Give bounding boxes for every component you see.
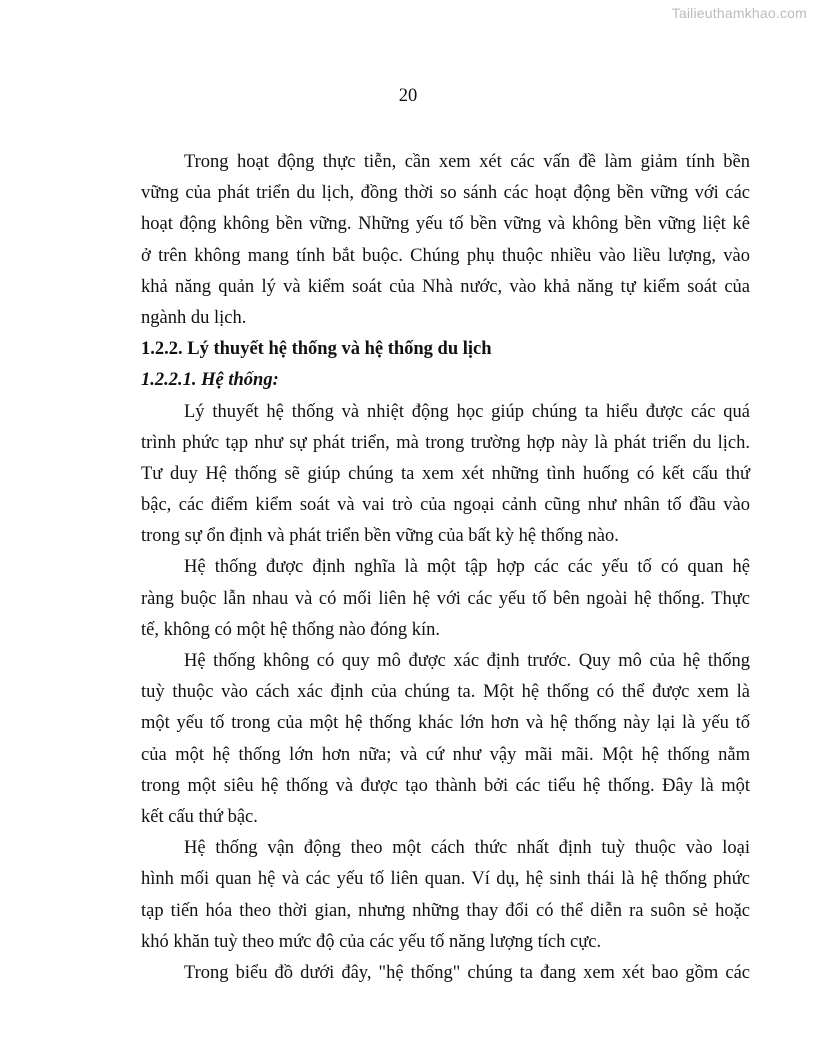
text-line: bậc, các điểm kiểm soát và vai trò của ngoại cảnh cũng như nhân tố đầu vào bbox=[141, 495, 750, 516]
text-line: ràng buộc lẫn nhau và có mối liên hệ với các yếu tố bên ngoài hệ thống. Thực bbox=[141, 588, 750, 609]
text-line: Lý thuyết hệ thống và nhiệt động học giúp chúng ta hiểu được các quá bbox=[184, 401, 750, 422]
text-line: khó khăn tuỳ theo mức độ của các yếu tố năng lượng tích cực. bbox=[141, 931, 602, 952]
text-line: trong một siêu hệ thống và được tạo thành bởi các tiểu hệ thống. Đây là một bbox=[141, 775, 750, 796]
text-line: trình phức tạp như sự phát triển, mà trong trường hợp này là phát triển du lịch. bbox=[141, 432, 750, 453]
text-line: Trong biểu đồ dưới đây, "hệ thống" chúng ta đang xem xét bao gồm các bbox=[184, 962, 750, 983]
section-heading: 1.2.2. Lý thuyết hệ thống và hệ thống du lịch bbox=[141, 339, 492, 360]
text-line: của một hệ thống lớn hơn nữa; và cứ như vậy mãi mãi. Một hệ thống nằm bbox=[141, 744, 750, 765]
text-line: Trong hoạt động thực tiễn, cần xem xét các vấn đề làm giảm tính bền bbox=[184, 152, 750, 172]
page-number: 20 bbox=[398, 86, 418, 106]
text-line: vững của phát triển du lịch, đồng thời so sánh các hoạt động bền vững với các bbox=[141, 183, 750, 204]
text-line: kết cấu thứ bậc. bbox=[141, 806, 258, 827]
document-body bbox=[141, 147, 750, 989]
text-line: hoạt động không bền vững. Những yếu tố bền vững và không bền vững liệt kê bbox=[141, 214, 750, 235]
text-line: ở trên không mang tính bắt buộc. Chúng phụ thuộc nhiều vào liều lượng, vào bbox=[141, 245, 750, 266]
text-line: tạp tiến hóa theo thời gian, nhưng những thay đổi có thể diễn ra suôn sẻ hoặc bbox=[141, 900, 750, 921]
text-line: Hệ thống được định nghĩa là một tập hợp các các yếu tố có quan hệ bbox=[184, 557, 750, 578]
section-heading: 1.2.2.1. Hệ thống: bbox=[141, 370, 279, 391]
text-line: trong sự ổn định và phát triển bền vững của bất kỳ hệ thống nào. bbox=[141, 526, 619, 547]
text-line: hình mối quan hệ và các yếu tố liên quan. Ví dụ, hệ sinh thái là hệ thống phức bbox=[141, 869, 750, 890]
text-line: Hệ thống vận động theo một cách thức nhất định tuỳ thuộc vào loại bbox=[184, 838, 750, 859]
text-line: một yếu tố trong của một hệ thống khác lớn hơn và hệ thống này lại là yếu tố bbox=[141, 713, 750, 734]
text-line: Tư duy Hệ thống sẽ giúp chúng ta xem xét những tình huống có kết cấu thứ bbox=[141, 463, 750, 484]
watermark: Tailieuthamkhao.com bbox=[671, 5, 807, 21]
text-line: Hệ thống không có quy mô được xác định trước. Quy mô của hệ thống bbox=[184, 651, 750, 671]
text-line: ngành du lịch. bbox=[141, 307, 247, 328]
text-line: khả năng quản lý và kiểm soát của Nhà nước, vào khả năng tự kiểm soát của bbox=[141, 276, 750, 297]
text-line: tuỳ thuộc vào cách xác định của chúng ta. Một hệ thống có thể được xem là bbox=[141, 682, 750, 703]
text-line: tế, không có một hệ thống nào đóng kín. bbox=[141, 619, 441, 640]
